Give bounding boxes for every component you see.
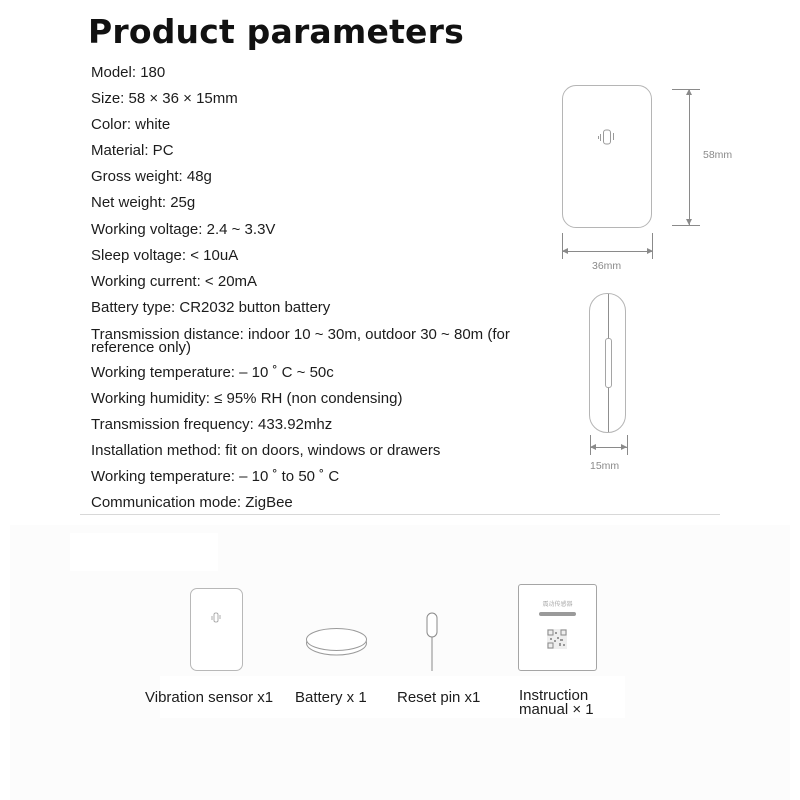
arrow-down-icon xyxy=(686,219,692,225)
spec-battery-type: Battery type: CR2032 button battery xyxy=(91,298,331,316)
arrow-left-icon xyxy=(590,444,596,450)
manual-title: 震动传感器 xyxy=(542,602,573,608)
spec-transmission-frequency: Transmission frequency: 433.92mhz xyxy=(91,416,333,434)
spec-transmission-distance: Transmission distance: indoor 10 ~ 30m, outdoor 30 ~ 80m (for reference only) xyxy=(91,325,510,357)
spec-material: Material: PC xyxy=(91,142,174,160)
spec-model: Model: 180 xyxy=(91,64,166,81)
height-label: 58mm xyxy=(703,149,733,161)
qr-code-icon xyxy=(547,629,567,649)
arrow-right-icon xyxy=(621,444,627,450)
sensor-icon xyxy=(190,588,243,671)
dimension-tick xyxy=(652,233,653,259)
manual-subtitle-bar xyxy=(539,612,576,616)
side-button xyxy=(605,338,612,388)
spec-communication-mode: Communication mode: ZigBee xyxy=(91,494,293,512)
vibration-icon xyxy=(596,128,618,148)
package-item-manual-label: Instruction manual × 1 xyxy=(519,687,594,718)
spec-size: Size: 58 × 36 × 15mm xyxy=(91,90,238,108)
reset-pin-icon xyxy=(420,612,444,672)
vibration-icon xyxy=(209,612,223,624)
spec-working-current: Working current: < 20mA xyxy=(91,272,258,290)
spec-working-humidity: Working humidity: ≤ 95% RH (non condensing) xyxy=(91,390,403,408)
spec-working-voltage: Working voltage: 2.4 ~ 3.3V xyxy=(91,220,276,238)
spec-list xyxy=(91,60,511,517)
section-divider xyxy=(80,514,720,515)
width-dimension-line xyxy=(562,251,653,252)
arrow-right-icon xyxy=(647,248,653,254)
spec-installation-method: Installation method: fit on doors, windows or drawers xyxy=(91,442,441,460)
spec-gross-weight: Gross weight: 48g xyxy=(91,168,212,186)
dimension-tick xyxy=(562,233,563,259)
package-item-battery-label: Battery x 1 xyxy=(295,689,367,706)
depth-label: 15mm xyxy=(590,460,620,472)
spec-net-weight: Net weight: 25g xyxy=(91,194,196,212)
spec-working-temperature: Working temperature: – 10 ˚ C ~ 50c xyxy=(91,363,334,381)
page-title: Product parameters xyxy=(88,12,464,51)
spec-sleep-voltage: Sleep voltage: < 10uA xyxy=(91,246,239,264)
battery-icon xyxy=(305,627,368,657)
dimension-tick xyxy=(627,435,628,455)
manual-icon xyxy=(518,584,597,671)
arrow-left-icon xyxy=(562,248,568,254)
sensor-front-view xyxy=(562,85,652,228)
arrow-up-icon xyxy=(686,89,692,95)
package-item-sensor-label: Vibration sensor x1 xyxy=(145,689,274,706)
spec-working-temperature-2: Working temperature: – 10 ˚ to 50 ˚ C xyxy=(91,468,340,486)
blank-patch xyxy=(70,533,218,571)
spec-color: Color: white xyxy=(91,116,171,134)
dimension-tick xyxy=(672,225,700,226)
package-item-reset-pin-label: Reset pin x1 xyxy=(397,689,481,706)
width-label: 36mm xyxy=(592,260,622,272)
height-dimension-line xyxy=(689,89,690,225)
